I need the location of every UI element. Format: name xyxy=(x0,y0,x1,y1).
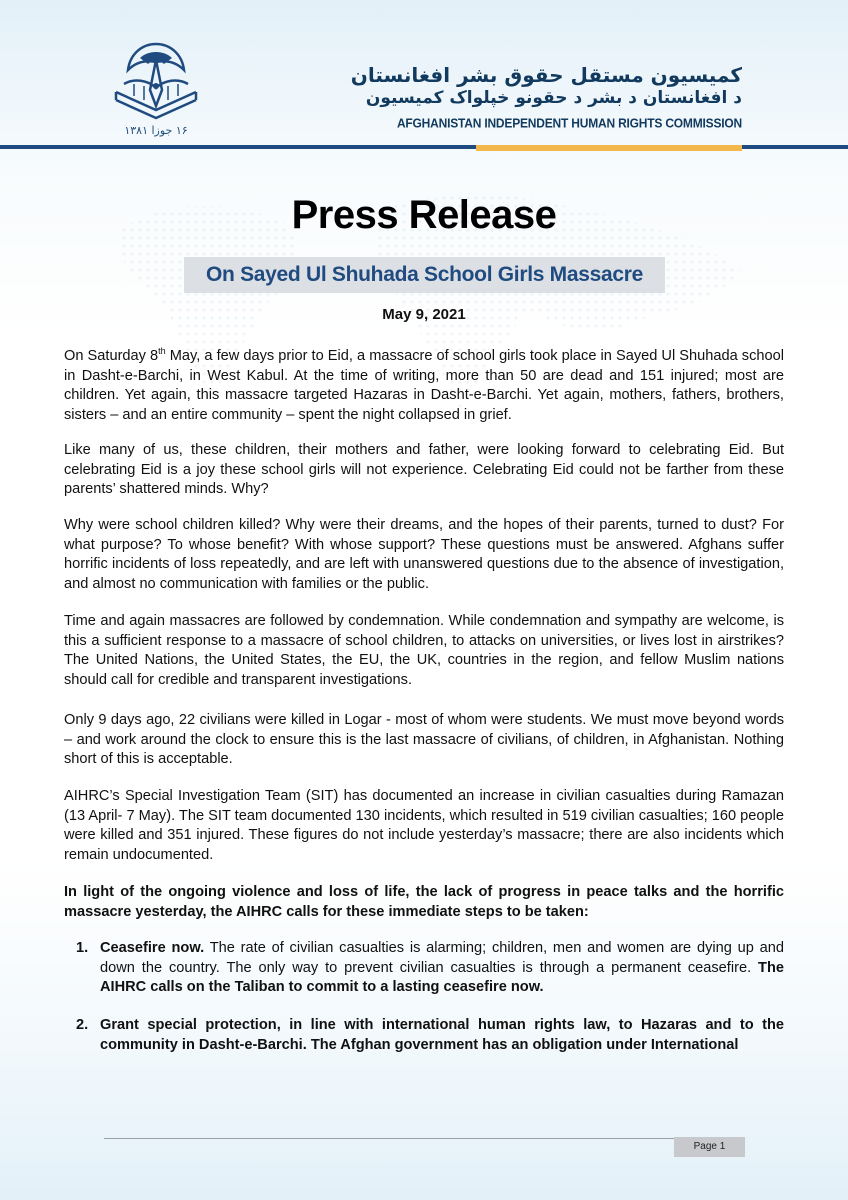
paragraph-5: Only 9 days ago, 22 civilians were killed in Logar - most of whom were students. We must move beyond words – and work around the clock to ensure this is the last massacre of civilians, of children, in Afghanistan. Nothing short of this is acceptable. xyxy=(64,712,784,768)
step-1-tail: The AIHRC calls on the Taliban to commit to a lasting ceasefire now. xyxy=(100,959,784,996)
step-1-text: The rate of civilian casualties is alarming; children, men and women are dying up and down the country. The only way to prevent civilian casualties is through a permanent ceasefire. xyxy=(100,940,784,976)
page-title: Press Release xyxy=(291,193,557,237)
letterhead xyxy=(0,0,848,152)
paragraph-4: Time and again massacres are followed by condemnation. While condemnation and sympathy are welcome, is this a sufficient response to a massacre of school children, to attacks on universities, or lives lost in airstrikes? The United Nations, the United States, the EU, the UK, countries in the region, and fellow Muslim nations should call for credible and transparent investigations. xyxy=(64,613,784,688)
logo-caption: ۱۶ جوزا ۱۳۸۱ xyxy=(124,124,188,137)
paragraph-1-start: On Saturday 8 xyxy=(64,348,159,364)
header-rule-gold xyxy=(476,145,742,151)
step-1 xyxy=(64,939,784,998)
paragraph-1-rest: May, a few days prior to Eid, a massacre of school girls took place in Sayed Ul Shuhada school in Dasht-e-Barchi, in West Kabul. At the time of writing, more than 50 are dead and 151 injured; most are children. Yet again, this massacre targeted Hazaras in Dasht-e-Barchi. Yet again, mothers, fathers, brothers, sisters – and an entire community – spent the night collapsed in grief. xyxy=(64,348,784,423)
step-2 xyxy=(64,1016,784,1055)
org-name-pashto: د افغانستان د بشر د حقونو خپلواک کمیسیون xyxy=(365,88,742,108)
paragraph-1 xyxy=(64,347,784,425)
step-2-lead: Grant special protection, in line with international human rights law, to Hazaras and to the community in Dasht-e-Barchi. The Afghan government has an obligation under International xyxy=(100,1017,784,1053)
organization-name xyxy=(351,64,742,130)
step-2-number: 2. xyxy=(76,1017,89,1033)
paragraph-7-call-to-action: In light of the ongoing violence and loss of life, the lack of progress in peace talks and the horrific massacre yesterday, the AIHRC calls for these immediate steps to be taken: xyxy=(64,884,784,920)
paragraph-3: Why were school children killed? Why were their dreams, and the hopes of their parents, turned to dust? For what purpose? To whose benefit? With whose support? These questions must be answered. Afghans suffer horrific incidents of loss repeatedly, and are left with unanswered questions due to the absence of investigation, and almost no communication with families or the public. xyxy=(64,517,784,592)
paragraph-2: Like many of us, these children, their mothers and father, were looking forward to celebrating Eid. But celebrating Eid is a joy these school girls will not experience. Celebrating Eid could not be farther from these parents’ shattered minds. Why? xyxy=(64,442,784,498)
footer-rule xyxy=(104,1138,744,1139)
release-date: May 9, 2021 xyxy=(382,306,466,323)
org-name-english: AFGHANISTAN INDEPENDENT HUMAN RIGHTS COMMISSION xyxy=(396,115,742,131)
page-number: Page 1 xyxy=(674,1137,745,1157)
org-name-dari: کمیسیون مستقل حقوق بشر افغانستان xyxy=(350,63,742,87)
step-1-lead: Ceasefire now. xyxy=(100,940,205,956)
step-1-number: 1. xyxy=(76,940,89,956)
subtitle: On Sayed Ul Shuhada School Girls Massacre xyxy=(184,257,665,293)
paragraph-1-ordinal: th xyxy=(158,346,166,357)
paragraph-6: AIHRC’s Special Investigation Team (SIT) has documented an increase in civilian casualties during Ramazan (13 April- 7 May). The SIT team documented 130 incidents, which resulted in 519 civilian casualties; 160 people were killed and 351 injured. These figures do not include yesterday’s massacre; there are also incidents which remain undocumented. xyxy=(64,788,784,863)
